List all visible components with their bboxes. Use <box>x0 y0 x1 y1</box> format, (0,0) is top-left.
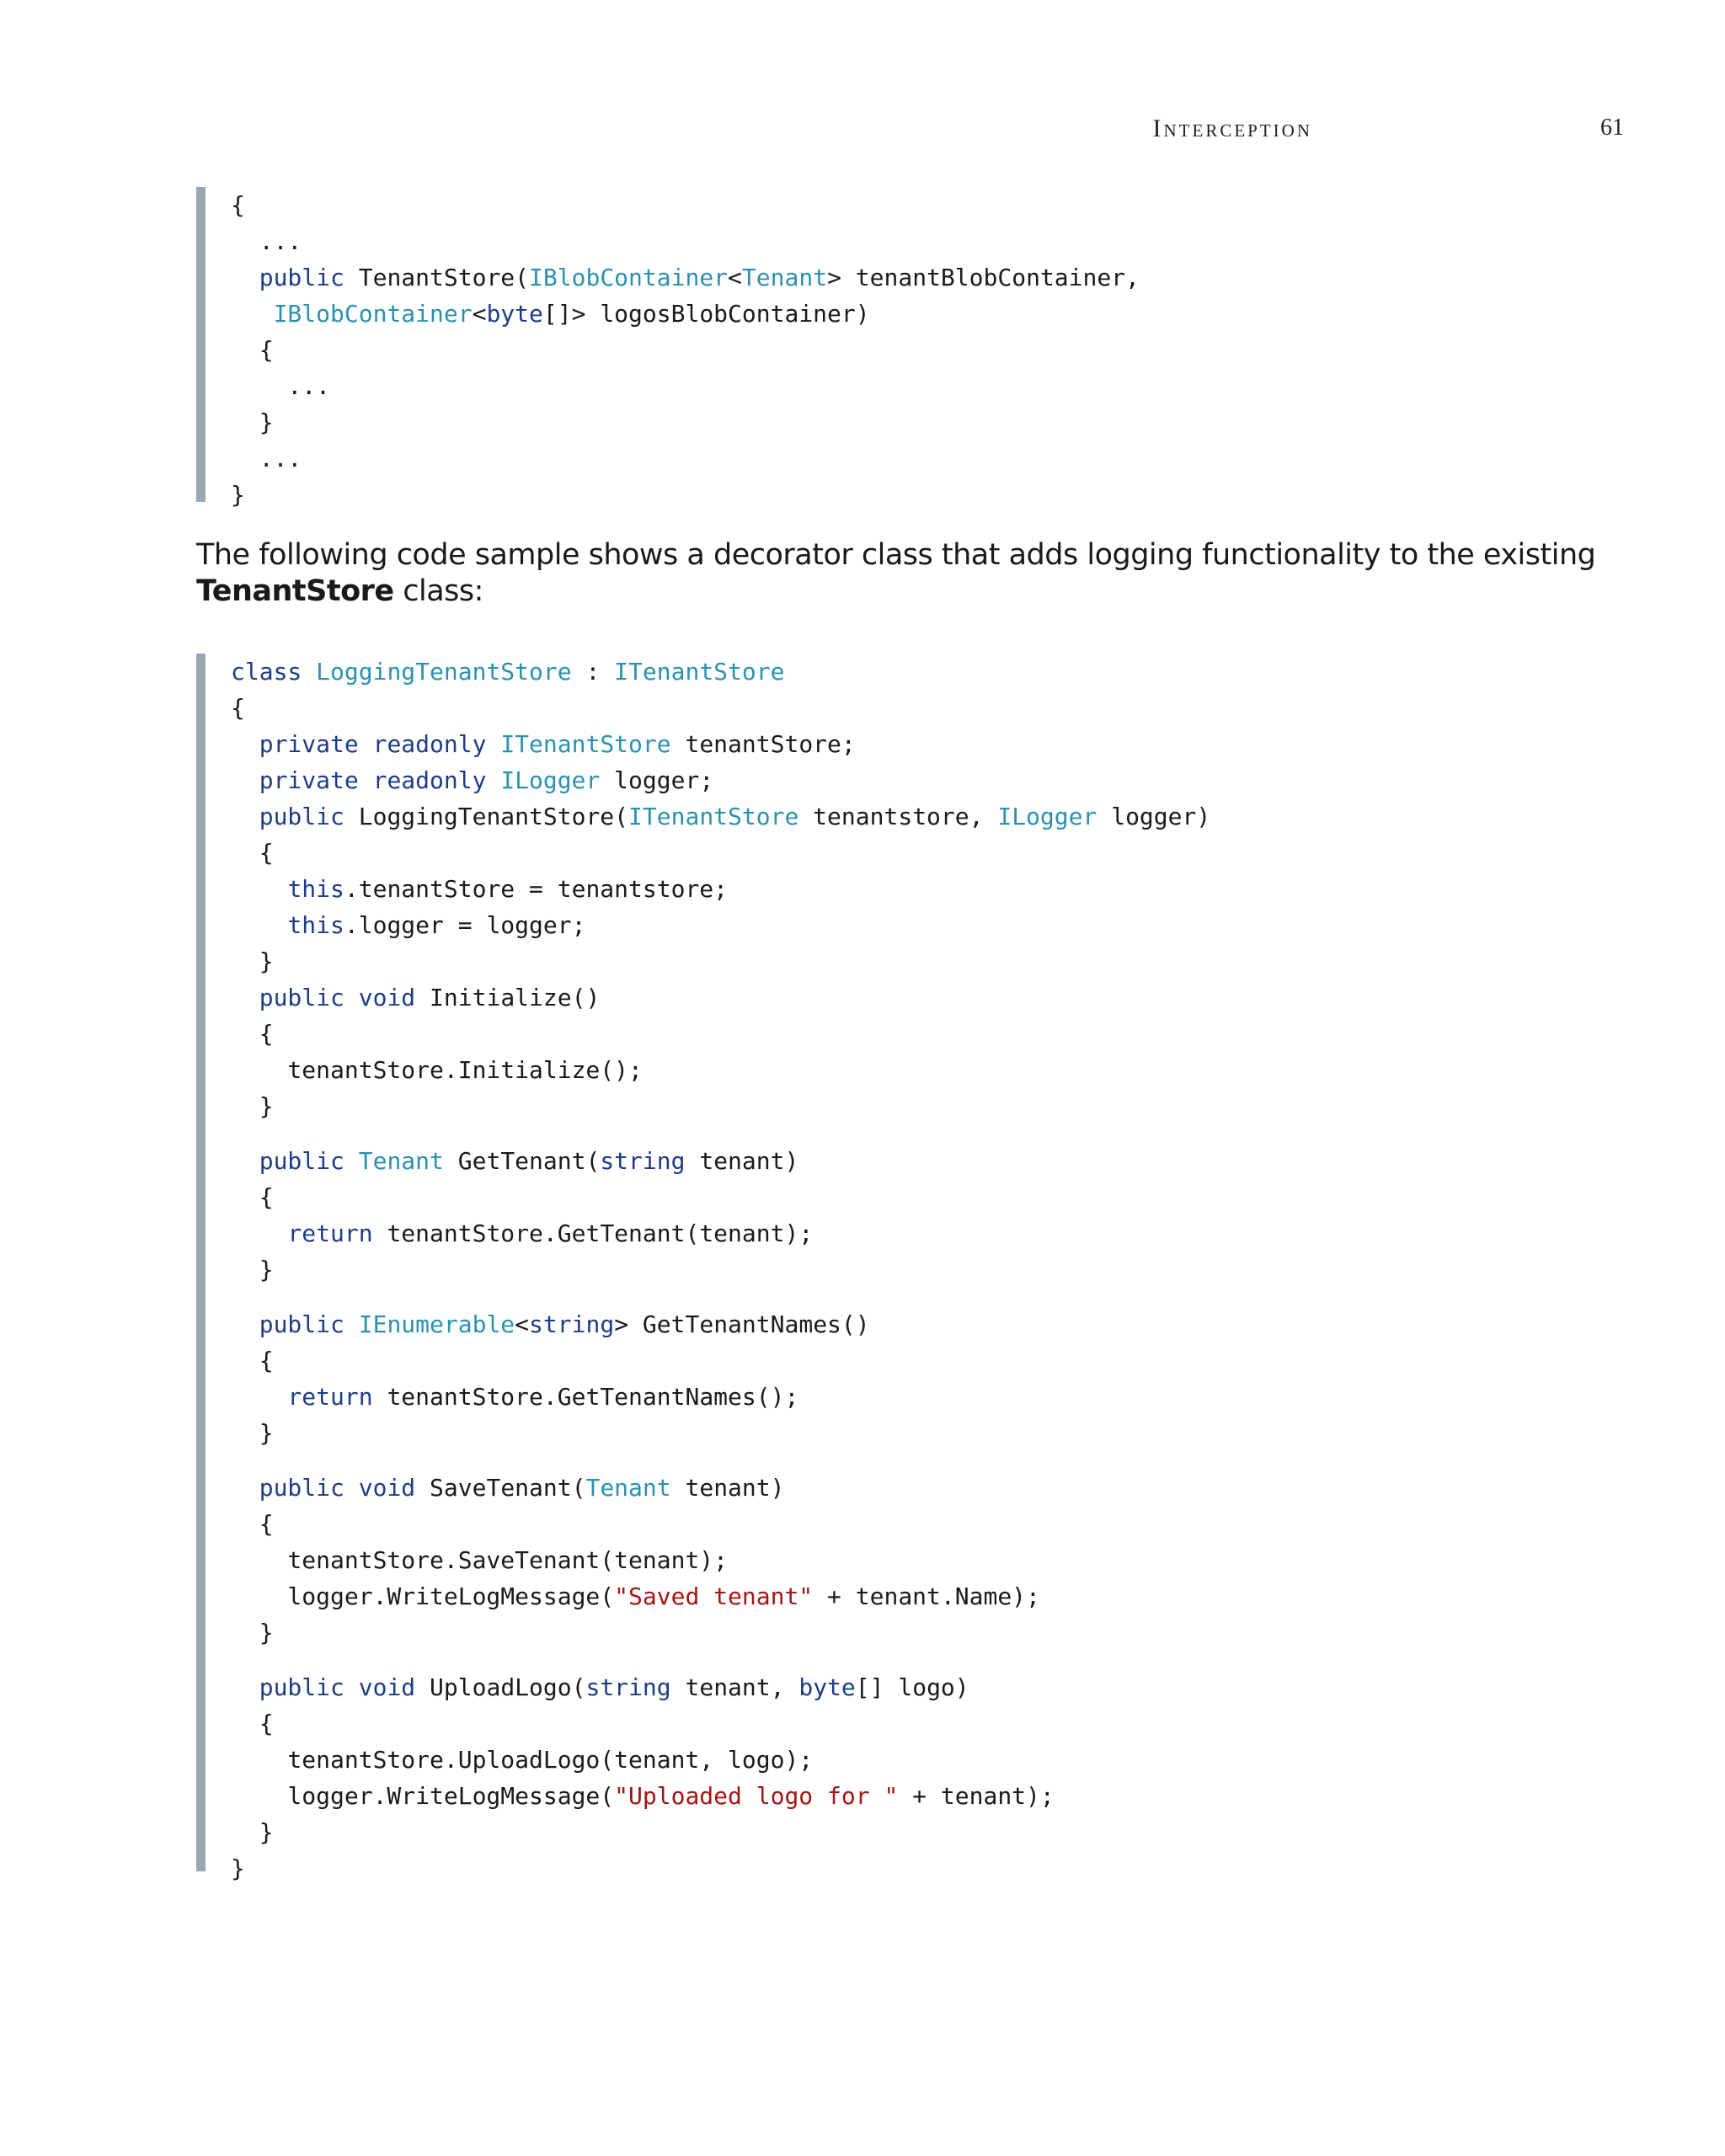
code-keyword: readonly <box>372 730 487 758</box>
code-text: TenantStore( <box>344 264 530 291</box>
code-text: ... <box>231 372 331 400</box>
code-keyword: void <box>358 984 416 1011</box>
code-text: { <box>231 839 274 867</box>
code-text: < <box>515 1310 530 1338</box>
code-line <box>231 1542 1628 1578</box>
code-line <box>231 871 1628 907</box>
body-paragraph <box>196 537 1628 610</box>
code-line <box>231 332 1628 368</box>
code-line <box>231 1814 1628 1850</box>
code-type-name: ITenantStore <box>614 658 785 686</box>
code-text: Initialize() <box>415 984 601 1011</box>
code-text: : <box>571 658 615 686</box>
code-keyword: public <box>259 1310 344 1338</box>
code-keyword: public <box>259 984 344 1011</box>
code-type-name: IBlobContainer <box>273 300 473 328</box>
code-line <box>231 1705 1628 1742</box>
code-text: tenantstore, <box>798 803 998 830</box>
code-text <box>231 984 259 1011</box>
code-text: tenant, <box>670 1673 799 1701</box>
code-text: > tenantBlobContainer, <box>827 264 1140 291</box>
code-line <box>231 762 1628 798</box>
code-type-name: IBlobContainer <box>529 264 729 291</box>
code-text <box>231 264 259 291</box>
code-text: { <box>231 191 245 219</box>
code-text <box>344 1310 359 1338</box>
code-text: logger) <box>1097 803 1211 830</box>
code-text: ... <box>231 227 302 255</box>
code-text: } <box>231 481 245 509</box>
code-keyword: this <box>287 875 344 903</box>
code-listing-logging-decorator <box>196 654 1628 1882</box>
code-text: tenantStore.UploadLogo(tenant, logo); <box>231 1746 814 1774</box>
code-text: { <box>231 1183 274 1211</box>
code-keyword: public <box>259 264 344 291</box>
code-keyword: public <box>259 803 344 830</box>
code-keyword: public <box>259 1147 344 1175</box>
code-keyword: void <box>358 1474 416 1502</box>
code-line <box>231 1614 1628 1651</box>
code-text: [] logo) <box>855 1673 969 1701</box>
code-keyword: string <box>600 1147 686 1175</box>
code-string-literal: "Uploaded logo for " <box>614 1782 899 1810</box>
code-keyword: string <box>529 1310 615 1338</box>
code-type-name: ITenantStore <box>500 730 671 758</box>
code-text <box>231 1383 287 1411</box>
code-line <box>231 690 1628 726</box>
code-line <box>231 440 1628 477</box>
code-text: UploadLogo( <box>415 1673 586 1701</box>
code-string-literal: "Saved tenant" <box>614 1582 814 1610</box>
code-line <box>231 1052 1628 1088</box>
code-text <box>486 766 500 794</box>
code-type-name: Tenant <box>585 1474 671 1502</box>
code-text: LoggingTenantStore( <box>344 803 629 830</box>
code-keyword: private <box>259 730 359 758</box>
code-text: GetTenant( <box>443 1147 601 1175</box>
code-line <box>231 1850 1628 1886</box>
code-line <box>231 1016 1628 1052</box>
running-head <box>0 115 1624 145</box>
code-keyword: return <box>287 1219 373 1247</box>
code-line <box>231 1179 1628 1215</box>
code-keyword: public <box>259 1673 344 1701</box>
code-text: } <box>231 1854 245 1882</box>
code-text <box>231 766 259 794</box>
code-type-name: Tenant <box>358 1147 444 1175</box>
code-text <box>344 1474 359 1502</box>
code-text <box>344 984 359 1011</box>
code-text <box>231 911 287 939</box>
code-line <box>231 1143 1628 1179</box>
code-text: []> logosBlobContainer) <box>542 300 870 328</box>
code-text: { <box>231 694 245 722</box>
code-line <box>231 835 1628 871</box>
code-text: logger.WriteLogMessage( <box>231 1582 615 1610</box>
code-text: } <box>231 947 274 975</box>
code-text: < <box>472 300 487 328</box>
code-keyword: private <box>259 766 359 794</box>
code-text <box>231 1474 259 1502</box>
code-line <box>231 979 1628 1016</box>
code-line <box>231 1415 1628 1451</box>
code-line <box>231 1251 1628 1288</box>
code-line <box>231 1379 1628 1415</box>
code-keyword: public <box>259 1474 344 1502</box>
code-line <box>231 798 1628 835</box>
code-text <box>231 803 259 830</box>
code-text: } <box>231 1818 274 1846</box>
code-line <box>231 1342 1628 1379</box>
code-line <box>231 223 1628 259</box>
code-text: { <box>231 1347 274 1374</box>
code-text: { <box>231 1510 274 1538</box>
code-text: } <box>231 1092 274 1120</box>
code-listing-constructor <box>196 187 1628 509</box>
code-text: tenantStore.GetTenantNames(); <box>372 1383 799 1411</box>
code-text: } <box>231 1256 274 1283</box>
code-line <box>231 404 1628 440</box>
code-text: + tenant.Name); <box>813 1582 1040 1610</box>
code-keyword: class <box>231 658 302 686</box>
code-keyword: readonly <box>372 766 487 794</box>
code-line <box>231 477 1628 513</box>
code-text: tenantStore.Initialize(); <box>231 1056 643 1084</box>
code-text: { <box>231 336 274 364</box>
code-line <box>231 1506 1628 1542</box>
code-line <box>231 1470 1628 1506</box>
code-keyword: return <box>287 1383 373 1411</box>
code-text: + tenant); <box>898 1782 1055 1810</box>
code-text <box>344 1147 359 1175</box>
code-line <box>231 187 1628 223</box>
paragraph-bold-term: TenantStore <box>196 574 394 608</box>
code-text: } <box>231 408 274 436</box>
code-text <box>486 730 500 758</box>
code-line <box>231 368 1628 404</box>
paragraph-text-end: class: <box>393 574 483 608</box>
code-text <box>231 1310 259 1338</box>
code-line <box>231 259 1628 296</box>
code-type-name: IEnumerable <box>358 1310 515 1338</box>
code-type-name: LoggingTenantStore <box>316 658 572 686</box>
section-title: Interception <box>1152 115 1312 142</box>
code-line <box>231 1306 1628 1342</box>
code-type-name: ILogger <box>997 803 1097 830</box>
code-line <box>231 654 1628 690</box>
code-text: logger.WriteLogMessage( <box>231 1782 615 1810</box>
code-text <box>359 766 373 794</box>
code-line <box>231 296 1628 332</box>
code-text: logger; <box>600 766 714 794</box>
code-keyword: this <box>287 911 344 939</box>
code-type-name: ILogger <box>500 766 601 794</box>
page-number: 61 <box>1600 115 1624 141</box>
code-text: tenantStore; <box>670 730 856 758</box>
code-text: tenant) <box>685 1147 799 1175</box>
code-type-name: Tenant <box>741 264 828 291</box>
paragraph-text-start: The following code sample shows a decorator class that adds logging functionality to the existing <box>196 538 1596 572</box>
code-text: > GetTenantNames() <box>614 1310 870 1338</box>
code-line <box>231 1742 1628 1778</box>
code-line <box>231 726 1628 762</box>
code-line <box>231 1088 1628 1124</box>
code-keyword: byte <box>486 300 543 328</box>
code-line <box>231 1778 1628 1814</box>
code-text <box>302 658 316 686</box>
code-keyword: byte <box>798 1673 856 1701</box>
code-text: } <box>231 1419 274 1447</box>
code-text <box>231 1219 287 1247</box>
code-text: { <box>231 1710 274 1737</box>
code-text: } <box>231 1619 274 1646</box>
code-keyword: string <box>585 1673 671 1701</box>
code-text: .tenantStore = tenantstore; <box>344 875 729 903</box>
code-text: tenantStore.SaveTenant(tenant); <box>231 1546 729 1574</box>
code-line <box>231 907 1628 943</box>
code-text: tenantStore.GetTenant(tenant); <box>372 1219 814 1247</box>
code-text <box>231 1147 259 1175</box>
code-text: < <box>728 264 742 291</box>
code-line <box>231 1578 1628 1614</box>
code-text <box>231 1673 259 1701</box>
code-text <box>231 300 274 328</box>
code-type-name: ITenantStore <box>628 803 799 830</box>
code-text <box>231 730 259 758</box>
code-text <box>231 875 287 903</box>
code-text: .logger = logger; <box>344 911 586 939</box>
code-text <box>344 1673 359 1701</box>
code-line <box>231 1215 1628 1251</box>
code-text: { <box>231 1020 274 1048</box>
code-text: SaveTenant( <box>415 1474 586 1502</box>
code-line <box>231 1669 1628 1705</box>
code-keyword: void <box>358 1673 416 1701</box>
code-text: ... <box>231 445 302 472</box>
code-line <box>231 943 1628 979</box>
code-text: tenant) <box>670 1474 785 1502</box>
code-text <box>359 730 373 758</box>
